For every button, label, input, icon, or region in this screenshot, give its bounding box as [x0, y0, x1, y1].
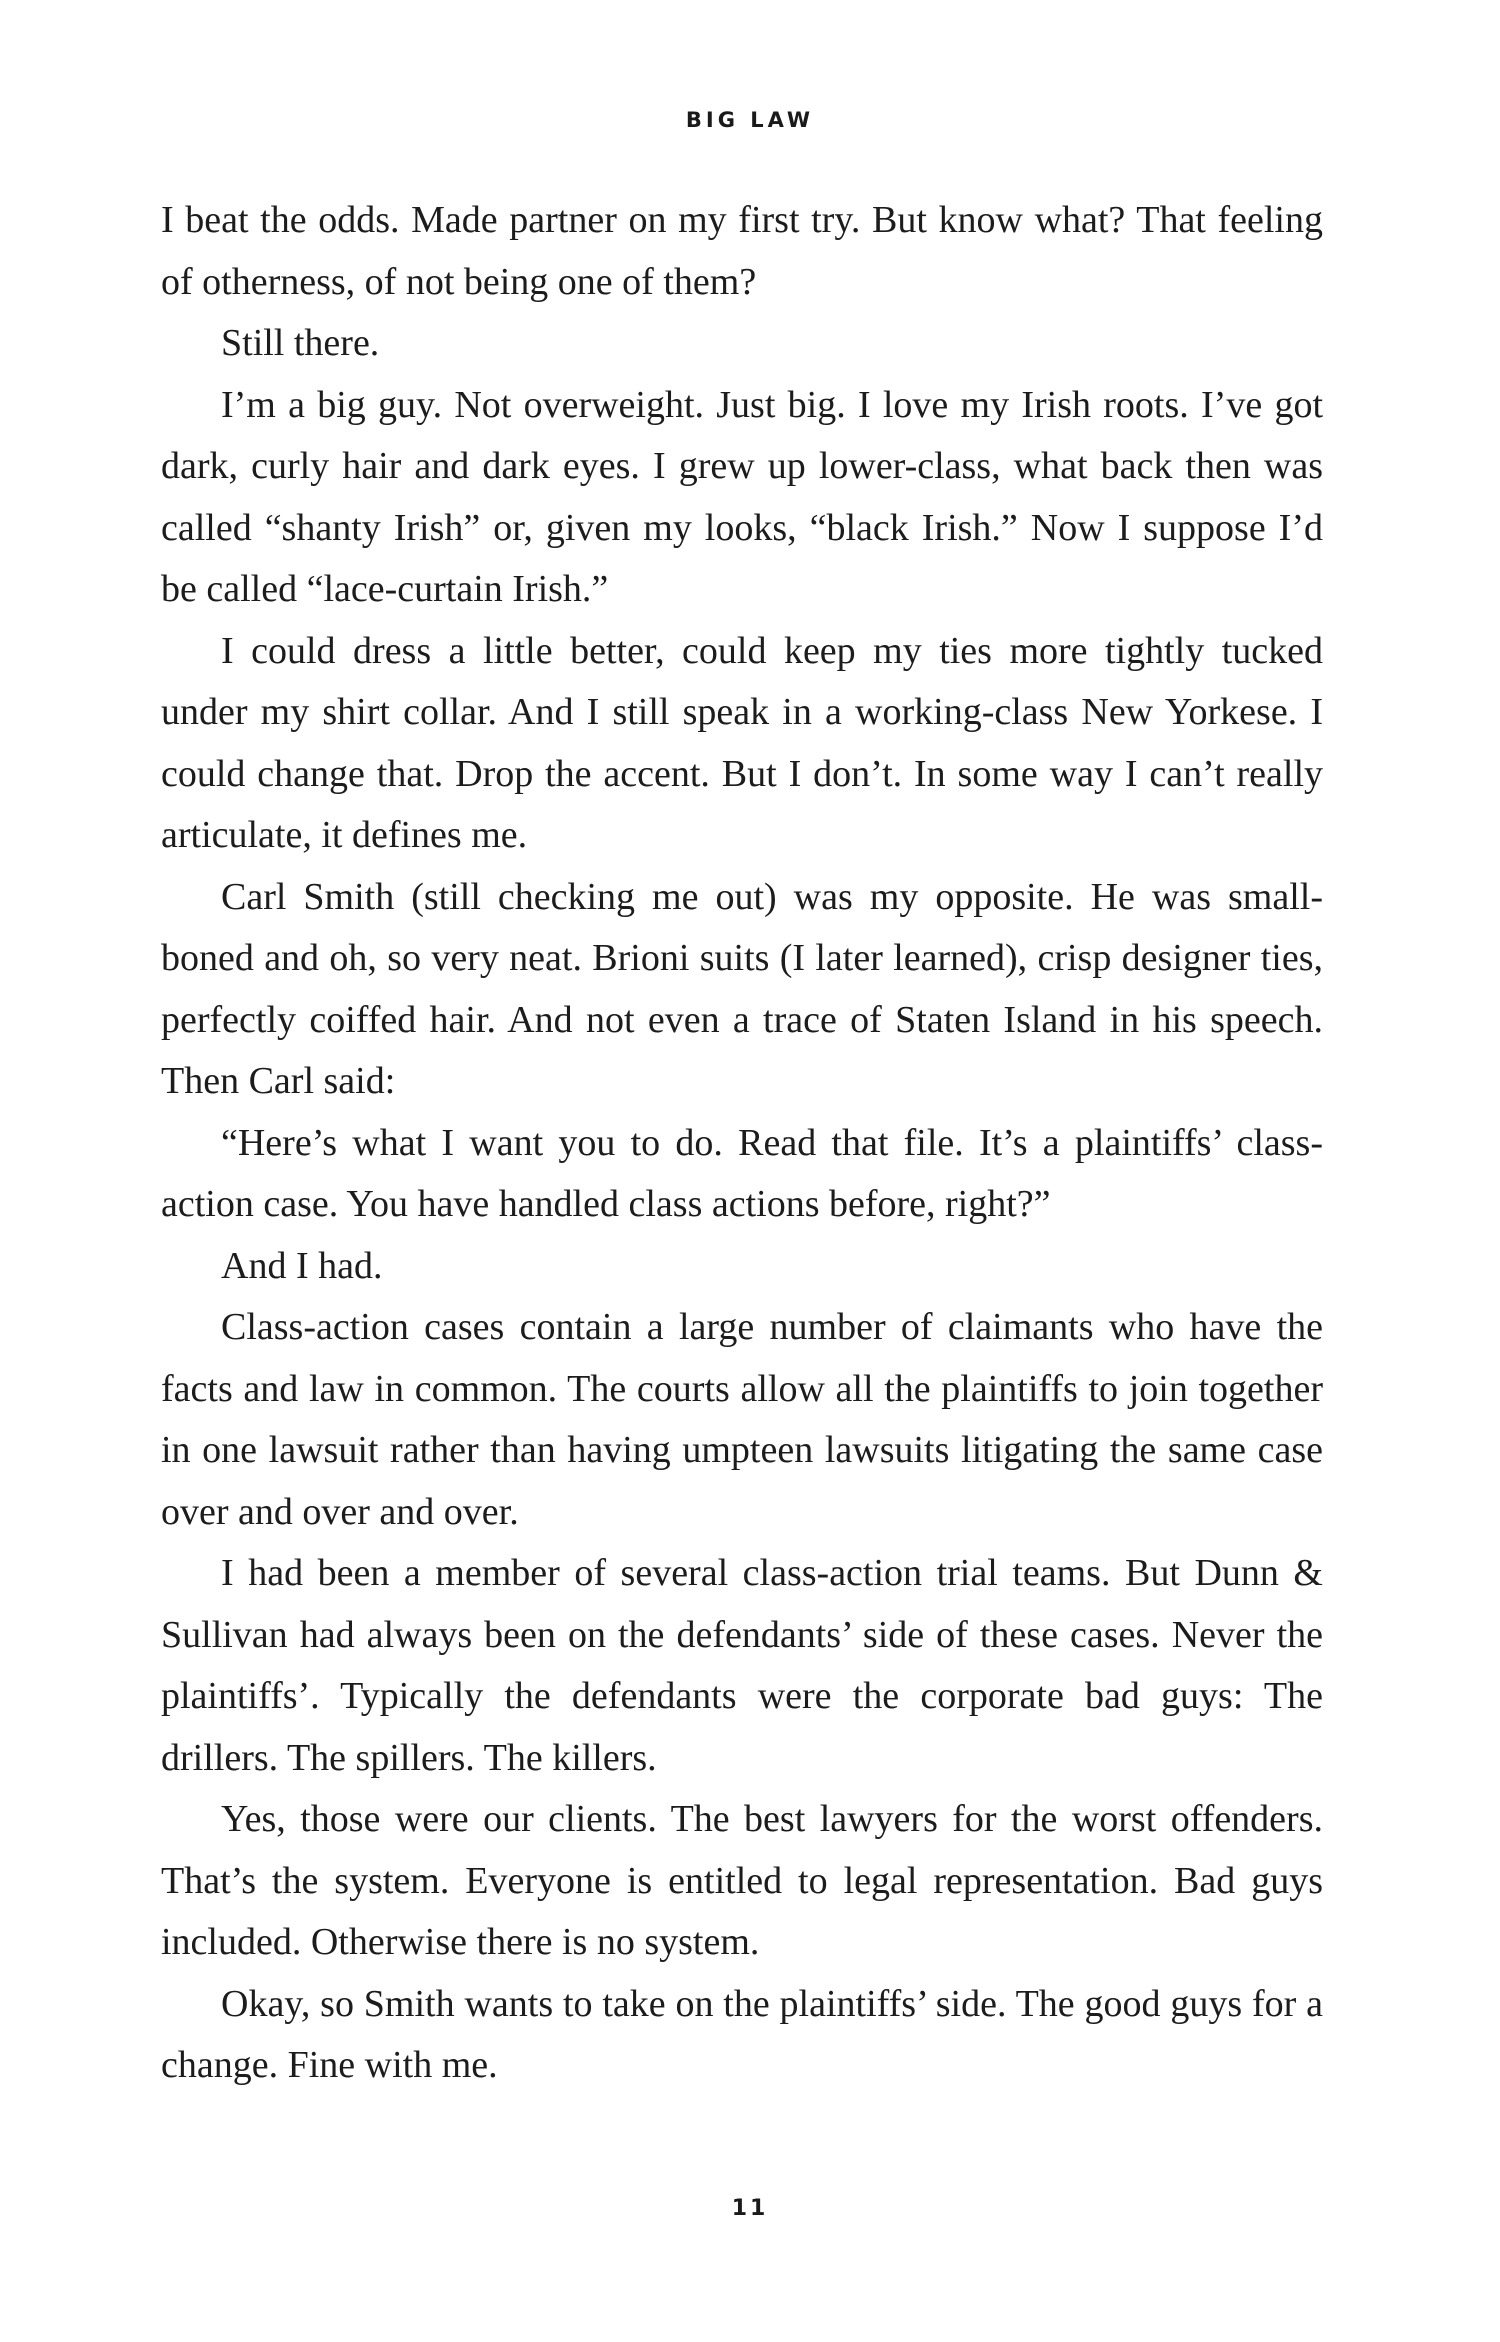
paragraph: I beat the odds. Made partner on my first try. But know what? That feeling of otherness, of not being one of them? — [161, 199, 1323, 303]
page-number: 11 — [731, 2196, 769, 2221]
paragraph: Class-action cases contain a large number of claimants who have the facts and law in common. The courts allow all the plaintiffs to join together in one lawsuit rather than having umpteen lawsuits litigating the same case over and over and over. — [161, 1306, 1323, 1533]
paragraph: And I had. — [221, 1244, 383, 1287]
body-text — [161, 190, 1323, 2097]
paragraph: Yes, those were our clients. The best lawyers for the worst offenders. That’s the system. Everyone is entitled to legal representation. Bad guys included. Otherwise there is no system. — [161, 1798, 1323, 1963]
paragraph: Okay, so Smith wants to take on the plaintiffs’ side. The good guys for a change. Fine with me. — [161, 1982, 1323, 2086]
paragraph: I had been a member of several class-action trial teams. But Dunn & Sullivan had always been on the defendants’ side of these cases. Never the plaintiffs’. Typically the defendants were the corporate bad guys: The drillers. The spillers. The killers. — [161, 1552, 1323, 1779]
paragraph: I could dress a little better, could keep my ties more tightly tucked under my shirt collar. And I still speak in a working-class New Yorkese. I could change that. Drop the accent. But I don’t. In some way I can’t really articulate, it defines me. — [161, 629, 1323, 856]
running-head: BIG LAW — [685, 108, 815, 132]
paragraph: I’m a big guy. Not overweight. Just big. I love my Irish roots. I’ve got dark, curly hair and dark eyes. I grew up lower-class, what back then was called “shanty Irish” or, given my looks, “black Irish.” Now I suppose I’d be called “lace-curtain Irish.” — [161, 383, 1323, 610]
paragraph: “Here’s what I want you to do. Read that file. It’s a plaintiffs’ class-action case. You have handled class actions before, right?” — [161, 1121, 1323, 1225]
paragraph: Still there. — [221, 322, 380, 364]
paragraph: Carl Smith (still checking me out) was my opposite. He was small-boned and oh, so very neat. Brioni suits (I later learned), crisp designer ties, perfectly coiffed hair. And not even a trace of Staten Island in his speech. Then Carl said: — [161, 875, 1323, 1102]
